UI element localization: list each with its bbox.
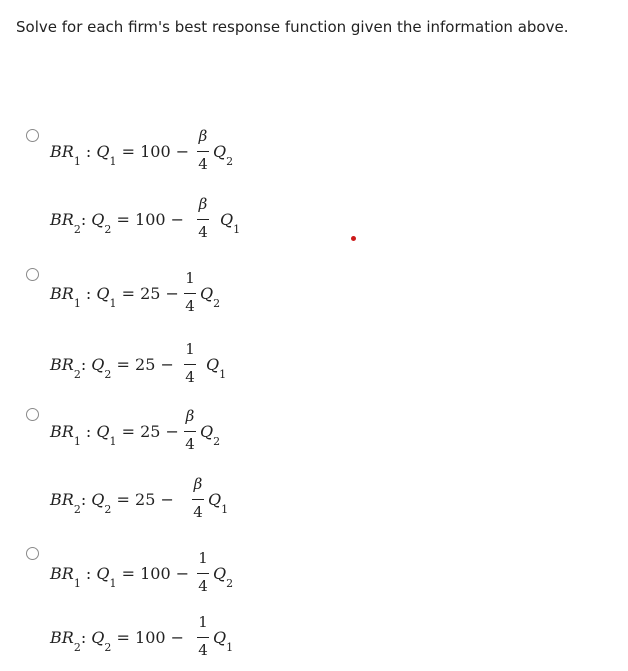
q-label: Q [91, 628, 105, 647]
rhs-q-label: Q [220, 210, 234, 229]
rhs-q-sub: 1 [226, 641, 234, 654]
q-sub: 1 [109, 297, 117, 310]
rhs-q-label: Q [213, 564, 227, 583]
rhs-q-sub: 2 [213, 297, 221, 310]
br-label: BR [50, 490, 74, 509]
option-c-eq-2: $BR_2$: $Q_2 = 25$ − β 4 $Q_1$ [50, 475, 229, 521]
q-sub: 1 [109, 577, 117, 590]
fraction-denominator: 4 [198, 155, 208, 173]
br-label: BR [50, 210, 74, 229]
br-label: BR [50, 422, 74, 441]
fraction-numerator: β [198, 127, 208, 145]
br-sub: 2 [73, 503, 81, 516]
br-label: BR [50, 142, 74, 161]
br-label: BR [50, 355, 74, 374]
rhs-q-sub: 1 [233, 223, 241, 236]
fraction-numerator: 1 [198, 613, 208, 631]
constant-term: = 25 − [116, 355, 174, 374]
q-label: Q [96, 284, 110, 303]
constant-term: = 100 − [121, 564, 190, 583]
q-label: Q [91, 490, 105, 509]
constant-term: = 25 − [116, 490, 174, 509]
q-label: Q [96, 422, 110, 441]
constant-term: = 25 − [121, 422, 179, 441]
rhs-q-label: Q [200, 284, 214, 303]
rhs-q-label: Q [206, 355, 220, 374]
q-label: Q [96, 564, 110, 583]
br-sub: 1 [73, 297, 81, 310]
rhs-q-sub: 1 [219, 368, 227, 381]
br-label: BR [50, 564, 74, 583]
constant-term: = 25 − [121, 284, 179, 303]
q-label: Q [91, 210, 105, 229]
option-c-eq-1: $BR_1$ : $Q_1 = 25$ − β 4 $Q_2$ [50, 407, 221, 453]
rhs-q-label: Q [208, 490, 222, 509]
option-a-eq-2: $BR_2$: $Q_2 = 100$ − β 4 $Q_1$ [50, 195, 241, 241]
option-b-eq-2: $BR_2$: $Q_2 = 25$ − 1 4 $Q_1$ [50, 340, 227, 386]
q-label: Q [96, 142, 110, 161]
fraction-denominator: 4 [198, 641, 208, 659]
option-d-radio[interactable] [26, 547, 39, 560]
option-d-eq-2: $BR_2$: $Q_2 = 100$ − 1 4 $Q_1$ [50, 613, 234, 659]
constant-term: = 100 − [116, 628, 185, 647]
option-a-eq-1: $BR_1$ : $Q_1 = 100$ − β 4 $Q_2$ [50, 127, 234, 173]
q-sub: 1 [109, 435, 117, 448]
fraction-numerator: 1 [185, 269, 195, 287]
br-sub: 1 [73, 435, 81, 448]
br-label: BR [50, 628, 74, 647]
constant-term: = 100 − [116, 210, 185, 229]
br-sub: 1 [73, 577, 81, 590]
question-text: Solve for each firm's best response function given the information above. [16, 18, 569, 36]
br-sub: 2 [73, 223, 81, 236]
fraction-denominator: 4 [185, 368, 195, 386]
rhs-q-sub: 1 [221, 503, 229, 516]
q-sub: 1 [109, 155, 117, 168]
q-sub: 2 [104, 223, 112, 236]
br-sub: 1 [73, 155, 81, 168]
rhs-q-sub: 2 [226, 577, 234, 590]
q-label: Q [91, 355, 105, 374]
rhs-q-label: Q [213, 628, 227, 647]
br-sub: 2 [73, 641, 81, 654]
option-b-radio[interactable] [26, 268, 39, 281]
rhs-q-sub: 2 [226, 155, 234, 168]
q-sub: 2 [104, 641, 112, 654]
option-d-eq-1: $BR_1$ : $Q_1 = 100$ − 1 4 $Q_2$ [50, 549, 234, 595]
rhs-q-label: Q [213, 142, 227, 161]
q-sub: 2 [104, 368, 112, 381]
fraction-denominator: 4 [193, 503, 203, 521]
fraction-numerator: 1 [185, 340, 195, 358]
q-sub: 2 [104, 503, 112, 516]
option-a-radio[interactable] [26, 129, 39, 142]
fraction-numerator: β [193, 475, 203, 493]
fraction-denominator: 4 [198, 577, 208, 595]
red-dot-marker [351, 236, 356, 241]
rhs-q-label: Q [200, 422, 214, 441]
br-label: BR [50, 284, 74, 303]
rhs-q-sub: 2 [213, 435, 221, 448]
option-b-eq-1: $BR_1$ : $Q_1 = 25$ − 1 4 $Q_2$ [50, 269, 221, 315]
fraction-denominator: 4 [198, 223, 208, 241]
fraction-denominator: 4 [185, 297, 195, 315]
fraction-numerator: 1 [198, 549, 208, 567]
br-sub: 2 [73, 368, 81, 381]
fraction-numerator: β [198, 195, 208, 213]
fraction-numerator: β [185, 407, 195, 425]
option-c-radio[interactable] [26, 408, 39, 421]
fraction-denominator: 4 [185, 435, 195, 453]
constant-term: = 100 − [121, 142, 190, 161]
